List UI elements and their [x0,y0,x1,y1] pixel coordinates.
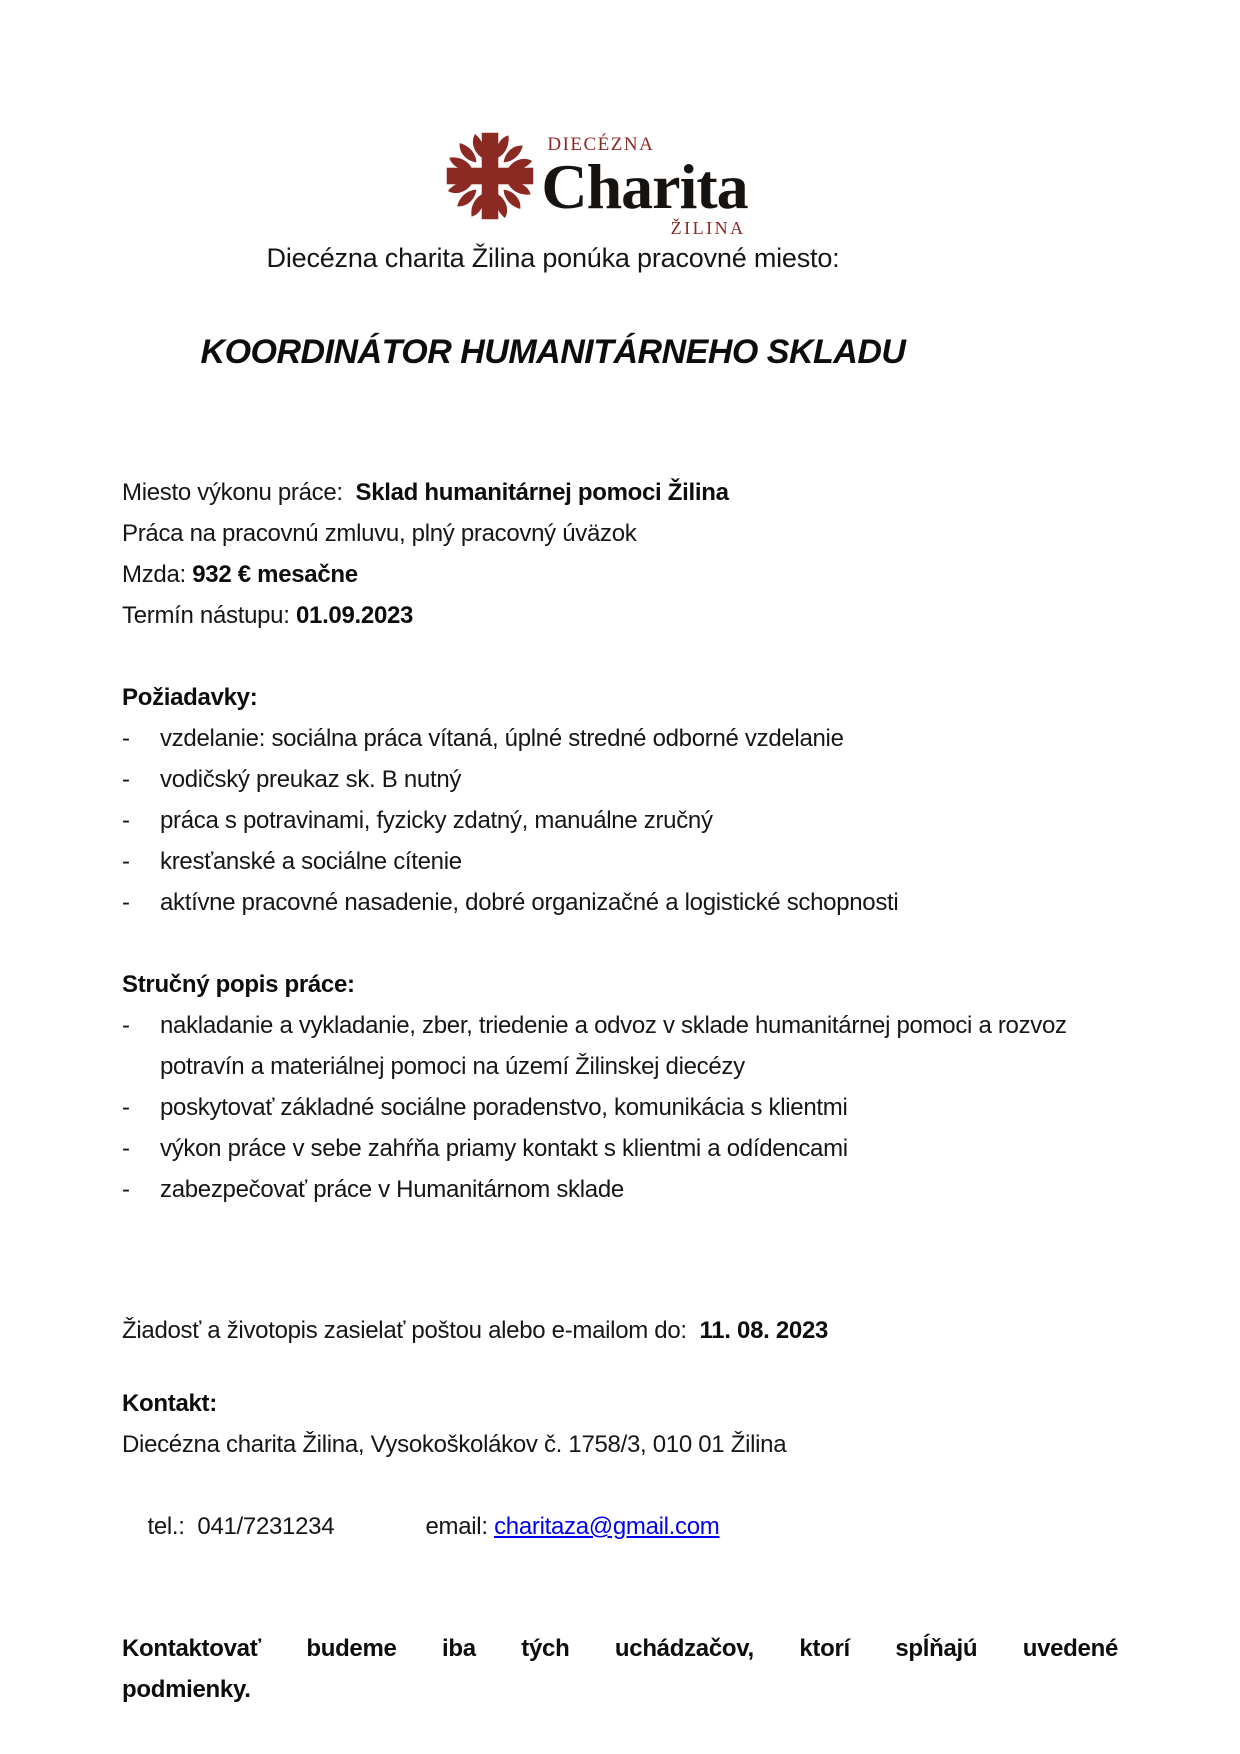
logo-wordmark [541,104,747,239]
contact-phone: tel.: 041/7231234 [147,1513,335,1540]
job-title: KOORDINÁTOR HUMANITÁRNEHO SKLADU [200,333,906,371]
contact-tel-email-line [122,1465,1118,1588]
footer-note [122,1628,1118,1710]
job-description-list [122,1005,1118,1210]
footer-note-line2: podmienky. [122,1676,251,1703]
list-item: - vzdelanie: sociálna práca vítaná, úplné stredné odborné vzdelanie [122,718,1118,759]
requirements-heading: Požiadavky: [122,684,258,711]
logo-zilina-label: ŽILINA [670,218,746,238]
bullet-dash: - [122,766,130,793]
email-label: email: [425,1513,495,1540]
job-details [122,472,1118,636]
list-item: - výkon práce v sebe zahŕňa priamy kontakt s klientmi a odídencami [122,1128,1118,1169]
list-item: - nakladanie a vykladanie, zber, triedenie a odvoz v sklade humanitárnej pomoci a rozvoz potravín a materiálnej pomoci na území Žilinskej diecézy [122,1005,1118,1087]
list-item: - vodičský preukaz sk. B nutný [122,759,1118,800]
contact-heading: Kontakt: [122,1390,217,1417]
bullet-dash: - [122,807,130,834]
requirements-list [122,718,1118,923]
list-item: - aktívne pracovné nasadenie, dobré organizačné a logistické schopnosti [122,882,1118,923]
intro-line: Diecézna charita Žilina ponúka pracovné miesto: [266,243,840,273]
logo-charita-wordmark: Charita [541,151,748,222]
list-item: - zabezpečovať práce v Humanitárnom sklade [122,1169,1118,1210]
deadline-date: 11. 08. 2023 [699,1317,829,1344]
job-description-heading: Stručný popis práce: [122,971,355,998]
bullet-dash: - [122,725,130,752]
bullet-dash: - [122,1176,130,1203]
contact-address: Diecézna charita Žilina, Vysokoškolákov č. 1758/3, 010 01 Žilina [122,1431,787,1458]
bullet-dash: - [122,1094,130,1121]
list-item: - poskytovať základné sociálne poradenstvo, komunikácia s klientmi [122,1087,1118,1128]
bullet-dash: - [122,848,130,875]
footer-note-line1: Kontaktovať budeme iba tých uchádzačov, ktorí spĺňajú uvedené [122,1635,1118,1662]
charita-logo [165,104,1027,238]
detail-salary: Mzda: 932 € mesačne [122,561,358,588]
detail-start-date: Termín nástupu: 01.09.2023 [122,602,414,629]
logo-diecezna-label: DIECÉZNA [547,134,655,155]
detail-place: Miesto výkonu práce: Sklad humanitárnej pomoci Žilina [122,479,729,506]
bullet-dash: - [122,1135,130,1162]
caritas-cross-icon [444,130,536,222]
email-link[interactable]: charitaza@gmail.com [494,1513,720,1540]
bullet-dash: - [122,1012,130,1039]
list-item: - kresťanské a sociálne cítenie [122,841,1118,882]
list-item: - práca s potravinami, fyzicky zdatný, manuálne zručný [122,800,1118,841]
bullet-dash: - [122,889,130,916]
application-deadline-line: Žiadosť a životopis zasielať poštou alebo e-mailom do: 11. 08. 2023 [122,1317,829,1344]
detail-contract: Práca na pracovnú zmluvu, plný pracovný úväzok [122,520,637,547]
